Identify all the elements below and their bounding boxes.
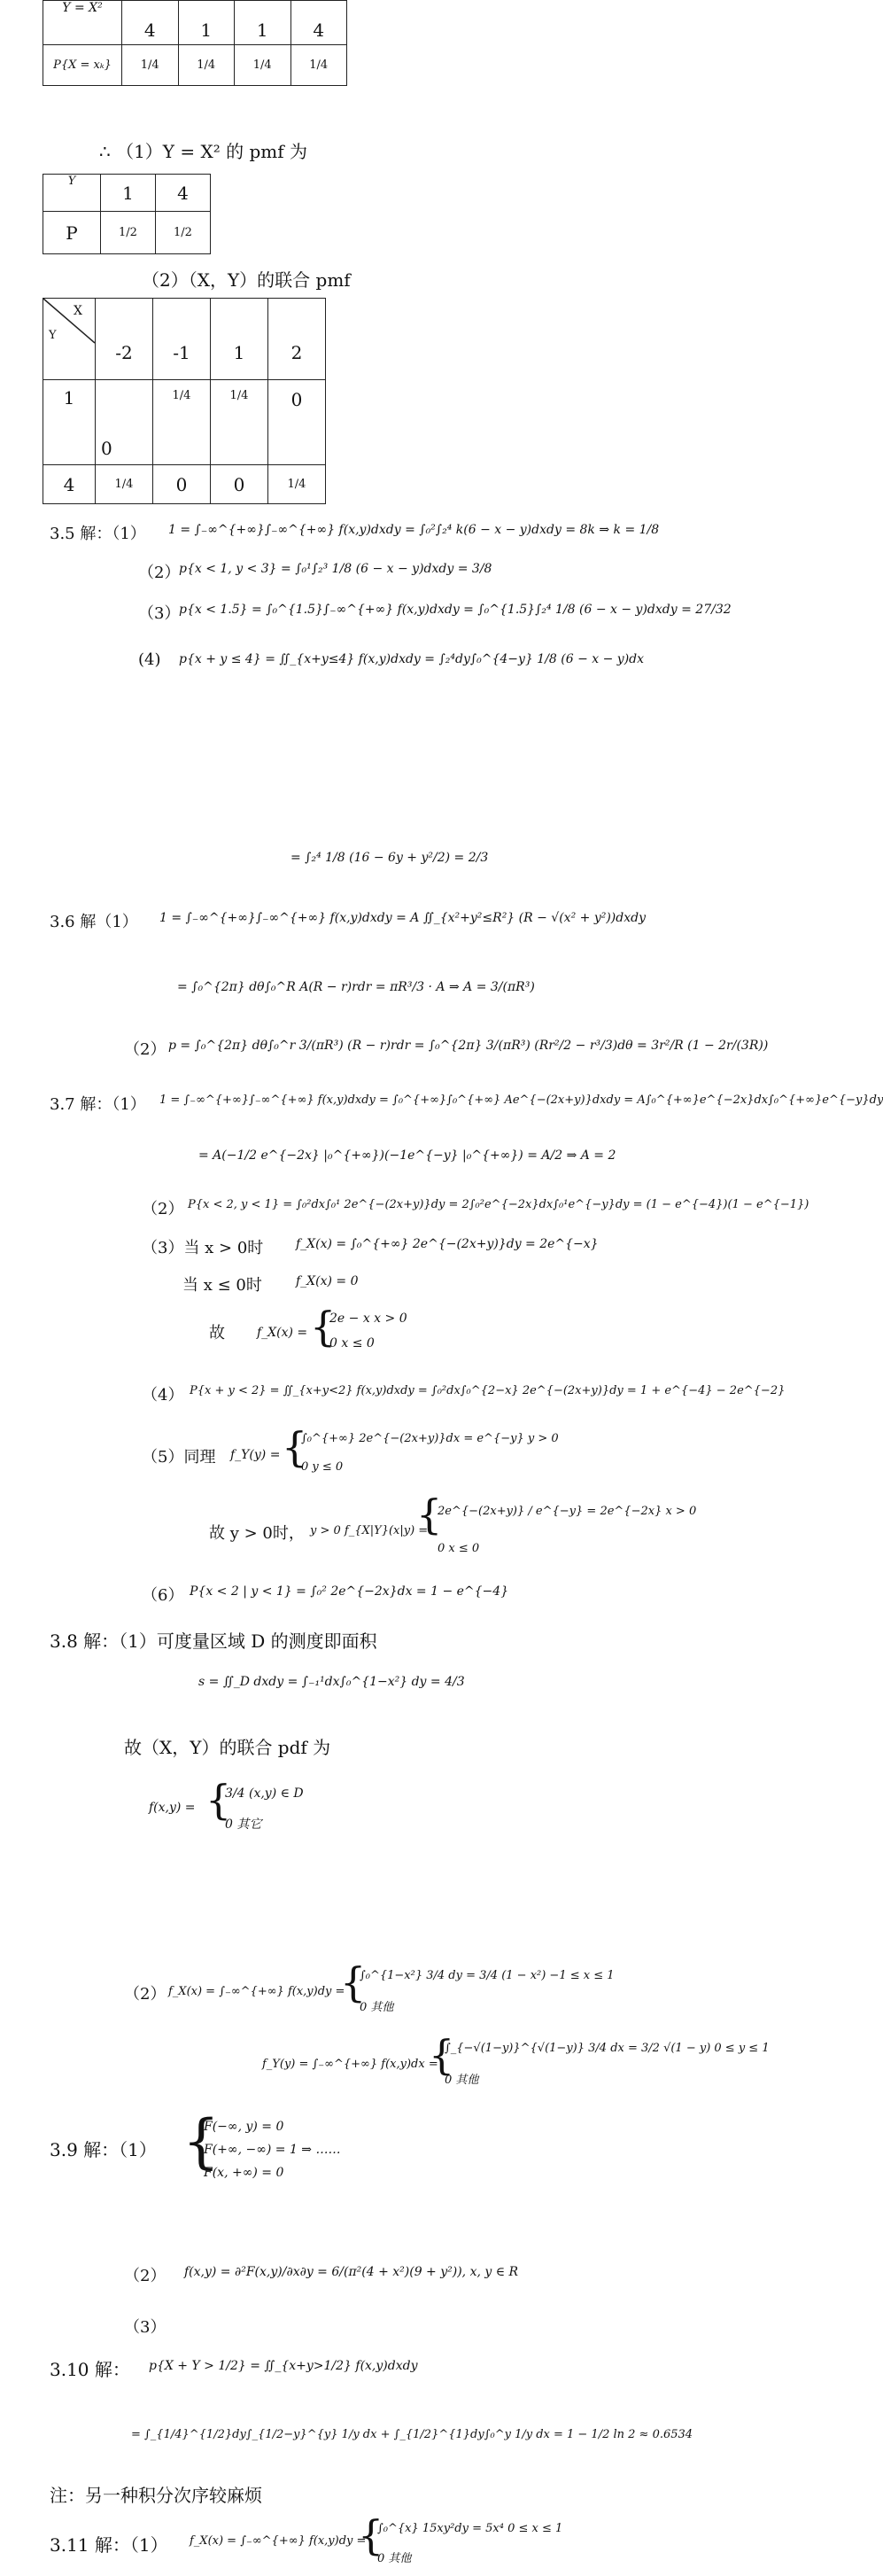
case-line: 3/4 (x,y) ∈ D <box>225 1786 304 1801</box>
text-line: ∴ （1）Y = X² 的 pmf 为 <box>99 141 307 162</box>
table-header-cell: -1 <box>153 299 211 380</box>
case-line: 0 其他 <box>360 2001 394 2014</box>
text-line: （2）（X，Y）的联合 pmf <box>142 269 351 291</box>
equation: = ∫₀^{2π} dθ∫₀^R A(R − r)rdr = πR³/3 · A ⇒ A = 3/(πR³) <box>177 980 535 994</box>
equation: P{x < 2, y < 1} = ∫₀²dx∫₀¹ 2e^{−(2x+y)}dy = 2∫₀²e^{−2x}dx∫₀¹e^{−y}dy = (1 − e^{−4})(1 − e^{−1}) <box>188 1198 809 1211</box>
corner-x-label: X <box>74 304 82 318</box>
equation-lhs: f_X(x) = ∫₋∞^{+∞} f(x,y)dy = <box>168 1985 345 1998</box>
section-heading: 3.8 解：（1）可度量区域 D 的测度即面积 <box>50 1630 377 1652</box>
equation: f(x,y) = ∂²F(x,y)/∂x∂y = 6/(π²(4 + x²)(9 + y²)), x, y ∈ R <box>184 2265 519 2279</box>
equation: p = ∫₀^{2π} dθ∫₀^r 3/(πR³) (R − r)rdr = ∫₀^{2π} 3/(πR³) (Rr²/2 − r³/3)dθ = 3r²/R (1 − 2r/(3R)) <box>168 1039 769 1053</box>
item-label: （6） <box>142 1586 184 1605</box>
equation: 1 = ∫₋∞^{+∞}∫₋∞^{+∞} f(x,y)dxdy = ∫₀^{+∞}∫₀^{+∞} Ae^{−(2x+y)}dxdy = A∫₀^{+∞}e^{−2x}dx∫₀^{+∞}e^{−y}dy <box>159 1093 883 1107</box>
equation-lhs: f_X(x) = <box>257 1326 308 1340</box>
left-brace: { <box>205 1776 232 1824</box>
equation-lhs: f(x,y) = <box>149 1801 196 1815</box>
section-heading: 3.10 解： <box>50 2359 130 2380</box>
table-row-label: 4 <box>43 465 96 504</box>
table-header-cell: -2 <box>96 299 153 380</box>
section-heading: 3.11 解：（1） <box>50 2534 168 2556</box>
case-line: F(+∞, −∞) = 1 ⇒ …… <box>204 2143 341 2157</box>
equation: s = ∬_D dxdy = ∫₋₁¹dx∫₀^{1−x²} dy = 4/3 <box>198 1675 465 1689</box>
table-cell: 1/4 <box>96 465 153 504</box>
table-cell: 1/4 <box>178 45 235 86</box>
table-header-cell: 2 <box>268 299 326 380</box>
item-label: （5）同理 <box>142 1448 216 1467</box>
equation-lhs: f_Y(y) = ∫₋∞^{+∞} f(x,y)dx = <box>262 2058 438 2071</box>
table-cell: 1/4 <box>290 45 347 86</box>
item-label: 当 x ≤ 0时 <box>182 1276 262 1295</box>
table-cell: 0 <box>153 465 211 504</box>
equation: p{x < 1.5} = ∫₀^{1.5}∫₋∞^{+∞} f(x,y)dxdy = ∫₀^{1.5}∫₂⁴ 1/8 (6 − x − y)dxdy = 27/32 <box>179 603 732 617</box>
item-label: （2） <box>142 1200 184 1218</box>
case-line: F(x, +∞) = 0 <box>204 2166 284 2180</box>
table-cell: 1 <box>178 1 235 45</box>
table-header-cell: 4 <box>156 175 211 212</box>
table-cell: 1 <box>235 1 291 45</box>
text-line: 故（X，Y）的联合 pdf 为 <box>124 1737 331 1758</box>
table-cell: 1/4 <box>268 465 326 504</box>
case-line: 2e^{−(2x+y)} / e^{−y} = 2e^{−2x} x > 0 <box>438 1505 697 1518</box>
pmf-table-2 <box>43 174 211 254</box>
case-line: 0 其它 <box>225 1817 262 1832</box>
equation: 1 = ∫₋∞^{+∞}∫₋∞^{+∞} f(x,y)dxdy = A ∬_{x²+y²≤R²} (R − √(x² + y²))dxdy <box>159 911 646 925</box>
table-row-label: Y = X² <box>43 1 122 45</box>
table-cell: 1/4 <box>235 45 291 86</box>
section-heading: 3.5 解：（1） <box>50 525 146 543</box>
table-cell: 1/2 <box>101 212 156 254</box>
case-line: F(−∞, y) = 0 <box>204 2120 284 2134</box>
equation: = A(−1/2 e^{−2x} |₀^{+∞})(−1e^{−y} |₀^{+∞}) = A/2 ⇒ A = 2 <box>198 1148 616 1163</box>
table-cell: 1/4 <box>211 380 268 465</box>
equation: p{X + Y > 1/2} = ∬_{x+y>1/2} f(x,y)dxdy <box>149 2359 418 2373</box>
case-line: 0 其他 <box>445 2074 479 2087</box>
equation: P{x + y < 2} = ∬_{x+y<2} f(x,y)dxdy = ∫₀²dx∫₀^{2−x} 2e^{−(2x+y)}dy = 1 + e^{−4} − 2e^{−2} <box>190 1384 786 1397</box>
case-line: ∫_{−√(1−y)}^{√(1−y)} 3/4 dx = 3/2 √(1 − y) 0 ≤ y ≤ 1 <box>445 2042 770 2055</box>
equation: p{x < 1, y < 3} = ∫₀¹∫₂³ 1/8 (6 − x − y)dxdy = 3/8 <box>179 562 492 576</box>
table-cell: 4 <box>122 1 179 45</box>
table-header-cell: 1 <box>211 299 268 380</box>
equation: p{x + y ≤ 4} = ∬_{x+y≤4} f(x,y)dxdy = ∫₂⁴dy∫₀^{4−y} 1/8 (6 − x − y)dx <box>179 652 645 666</box>
table-cell: 4 <box>290 1 347 45</box>
table-cell: 1/4 <box>153 380 211 465</box>
table-cell: P <box>43 212 101 254</box>
equation-lhs: f_X(x) = ∫₋∞^{+∞} f(x,y)dy = <box>190 2534 367 2548</box>
case-line: 0 x ≤ 0 <box>329 1336 375 1350</box>
item-label: 故 <box>209 1324 225 1342</box>
item-label: 故 y > 0时， <box>209 1524 305 1543</box>
left-brace: { <box>182 2107 220 2175</box>
section-heading: 3.7 解：（1） <box>50 1095 146 1114</box>
case-line: 2e − x x > 0 <box>329 1311 407 1326</box>
joint-pmf-table <box>43 298 326 504</box>
table-cell: 0 <box>96 380 153 465</box>
pmf-table-1 <box>43 0 347 86</box>
item-label: （2） <box>124 1985 167 2004</box>
case-line: ∫₀^{1−x²} 3/4 dy = 3/4 (1 − x²) −1 ≤ x ≤ 1 <box>360 1969 615 1982</box>
table-header-cell: Y <box>43 175 101 212</box>
table-row-label: 1 <box>43 380 96 465</box>
left-brace: { <box>358 2511 384 2559</box>
left-brace: { <box>429 2031 455 2079</box>
item-label: （3） <box>124 2318 167 2337</box>
note-text: 注：另一种积分次序较麻烦 <box>50 2485 262 2506</box>
case-line: ∫₀^{x} 15xy²dy = 5x⁴ 0 ≤ x ≤ 1 <box>377 2522 563 2535</box>
item-label: （2） <box>138 564 181 582</box>
left-brace: { <box>282 1423 308 1471</box>
case-line: ∫₀^{+∞} 2e^{−(2x+y)}dx = e^{−y} y > 0 <box>301 1432 559 1445</box>
table-cell: 1/2 <box>156 212 211 254</box>
table-row-label: P{X = xₖ} <box>43 45 122 86</box>
case-line: 0 其他 <box>377 2552 412 2565</box>
item-label: （3） <box>138 604 181 623</box>
left-brace: { <box>416 1490 443 1538</box>
section-heading: 3.9 解：（1） <box>50 2139 157 2160</box>
equation: P{x < 2 | y < 1} = ∫₀² 2e^{−2x}dx = 1 − e^{−4} <box>190 1584 509 1599</box>
section-heading: 3.6 解（1） <box>50 913 138 931</box>
equation: f_X(x) = 0 <box>296 1274 359 1288</box>
equation-lhs: f_Y(y) = <box>230 1448 281 1462</box>
equation-lhs: y > 0 f_{X|Y}(x|y) = <box>310 1524 429 1537</box>
item-label: （4） <box>142 1386 184 1405</box>
left-brace: { <box>340 1958 367 2006</box>
case-line: 0 x ≤ 0 <box>438 1542 480 1555</box>
table-cell: 1/4 <box>122 45 179 86</box>
table-cell: 0 <box>268 380 326 465</box>
table-cell: 0 <box>211 465 268 504</box>
case-line: 0 y ≤ 0 <box>301 1460 344 1474</box>
table-corner-cell <box>43 299 96 380</box>
item-label: （2） <box>124 2267 167 2285</box>
item-label: （2） <box>124 1040 167 1059</box>
equation: = ∫_{1/4}^{1/2}dy∫_{1/2−y}^{y} 1/y dx + ∫_{1/2}^{1}dy∫₀^y 1/y dx = 1 − 1/2 ln 2 ≈ 0.6534 <box>131 2428 693 2441</box>
table-header-cell: 1 <box>101 175 156 212</box>
equation: f_X(x) = ∫₀^{+∞} 2e^{−(2x+y)}dy = 2e^{−x} <box>296 1237 599 1251</box>
item-label: （3）当 x > 0时 <box>142 1239 264 1257</box>
equation: 1 = ∫₋∞^{+∞}∫₋∞^{+∞} f(x,y)dxdy = ∫₀²∫₂⁴ k(6 − x − y)dxdy = 8k ⇒ k = 1/8 <box>168 523 660 537</box>
equation: = ∫₂⁴ 1/8 (16 − 6y + y²/2) = 2/3 <box>290 851 489 865</box>
item-label: (4) <box>138 650 161 669</box>
corner-y-label: Y <box>49 329 57 342</box>
left-brace: { <box>310 1303 337 1350</box>
